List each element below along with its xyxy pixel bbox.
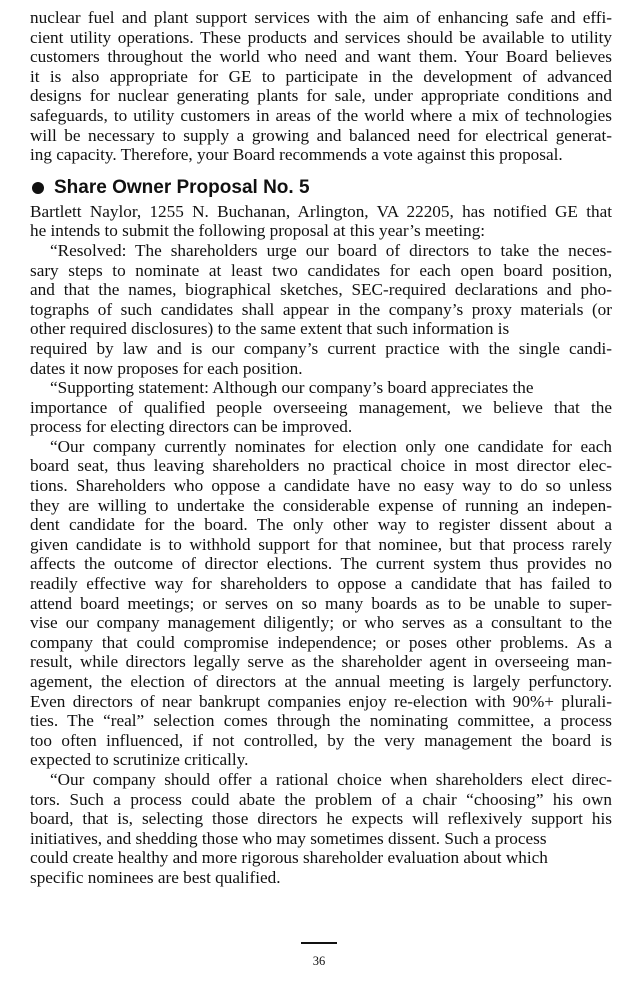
document-page bbox=[30, 8, 612, 888]
text-line: too often influenced, if not controlled, by the very management the board is bbox=[30, 730, 612, 750]
section-title: Share Owner Proposal No. 5 bbox=[54, 176, 310, 198]
text-line: Bartlett Naylor, 1255 N. Buchanan, Arlington, VA 22205, has notified GE that bbox=[30, 201, 612, 221]
text-line: attend board meetings; or serves on so many boards as to be unable to super- bbox=[30, 593, 612, 613]
text-line: initiatives, and shedding those who may sometimes dissent. Such a process bbox=[30, 828, 547, 848]
bullet-dot-icon bbox=[32, 182, 44, 194]
supporting-statement-paragraph bbox=[30, 378, 612, 437]
text-line: affects the outcome of director elections. The current system thus provides no bbox=[30, 554, 612, 574]
section-heading bbox=[30, 176, 612, 200]
text-line: “Resolved: The shareholders urge our board of directors to take the neces- bbox=[50, 240, 612, 260]
text-line: expected to scrutinize critically. bbox=[30, 750, 249, 770]
current-practice-paragraph bbox=[30, 437, 612, 770]
text-line: specific nominees are best qualified. bbox=[30, 867, 281, 887]
text-line: sary steps to nominate at least two candidates for each open board position, bbox=[30, 260, 612, 280]
text-line: dent candidate for the board. The only other way to register dissent about a bbox=[30, 515, 612, 535]
text-line: tors. Such a process could abate the problem of a chair “choosing” his own bbox=[30, 789, 612, 809]
text-line: “Our company should offer a rational choice when shareholders elect direc- bbox=[50, 769, 612, 789]
text-line: required by law and is our company’s current practice with the single candi- bbox=[30, 338, 612, 358]
text-line: readily effective way for shareholders to oppose a candidate that has failed to bbox=[30, 574, 612, 594]
text-line: dates it now proposes for each position. bbox=[30, 358, 303, 378]
text-line: company that could compromise independence; or poses other problems. As a bbox=[30, 632, 612, 652]
text-line: result, while directors legally serve as the shareholder agent in overseeing man- bbox=[30, 652, 612, 672]
text-line: nuclear fuel and plant support services with the aim of enhancing safe and effi- bbox=[30, 8, 612, 27]
text-line: importance of qualified people overseeing management, we believe that the bbox=[30, 397, 612, 417]
text-line: safeguards, to utility customers in areas of the world where a mix of technologies bbox=[30, 105, 612, 125]
text-line: tions. Shareholders who oppose a candidate have no easy way to do so unless bbox=[30, 476, 612, 496]
text-line: process for electing directors can be improved. bbox=[30, 417, 353, 437]
text-line: it is also appropriate for GE to participate in the development of advanced bbox=[30, 66, 612, 86]
text-line: they are willing to undertake the considerable expense of running an indepen- bbox=[30, 495, 612, 515]
page-number: 36 bbox=[312, 954, 326, 968]
footer-rule bbox=[301, 942, 337, 944]
proponent-intro-paragraph bbox=[30, 202, 612, 241]
text-line: and that the names, biographical sketches, SEC-required declarations and pho- bbox=[30, 280, 612, 300]
text-line: Even directors of near bankrupt companies enjoy re-election with 90%+ plurali- bbox=[30, 691, 612, 711]
text-line: tographs of such candidates shall appear in the company’s proxy materials (or bbox=[30, 299, 612, 319]
text-line: will be necessary to supply a growing and balanced need for electrical generat- bbox=[30, 125, 612, 145]
text-line: “Supporting statement: Although our company’s board appreciates the bbox=[50, 378, 534, 398]
text-line: vise our company management diligently; or who serves as a consultant to the bbox=[30, 613, 612, 633]
rational-choice-paragraph bbox=[30, 770, 612, 888]
text-line: “Our company currently nominates for election only one candidate for each bbox=[50, 436, 612, 456]
text-line: other required disclosures) to the same extent that such information is bbox=[30, 319, 510, 339]
text-line: ties. The “real” selection comes through the nominating committee, a process bbox=[30, 711, 612, 731]
text-line: agement, the election of directors at the annual meeting is largely perfunctory. bbox=[30, 672, 612, 691]
text-line: given candidate is to withhold support for that nominee, but that process rarely bbox=[30, 534, 612, 554]
text-line: cient utility operations. These products and services should be available to utility bbox=[30, 27, 612, 47]
page-footer bbox=[0, 942, 638, 968]
board-recommendation-paragraph bbox=[30, 8, 612, 165]
resolved-paragraph bbox=[30, 241, 612, 378]
text-line: he intends to submit the following proposal at this year’s meeting: bbox=[30, 221, 486, 241]
text-line: board seat, thus leaving shareholders no practical choice in most director elec- bbox=[30, 456, 612, 476]
text-line: could create healthy and more rigorous shareholder evaluation about which bbox=[30, 848, 548, 868]
text-line: customers throughout the world who need and want them. Your Board believes bbox=[30, 47, 612, 67]
text-line: board, that is, selecting those directors he expects will reflexively support his bbox=[30, 809, 612, 829]
text-line: ing capacity. Therefore, your Board recommends a vote against this proposal. bbox=[30, 145, 563, 165]
text-line: designs for nuclear generating plants for sale, under appropriate conditions and bbox=[30, 86, 612, 106]
